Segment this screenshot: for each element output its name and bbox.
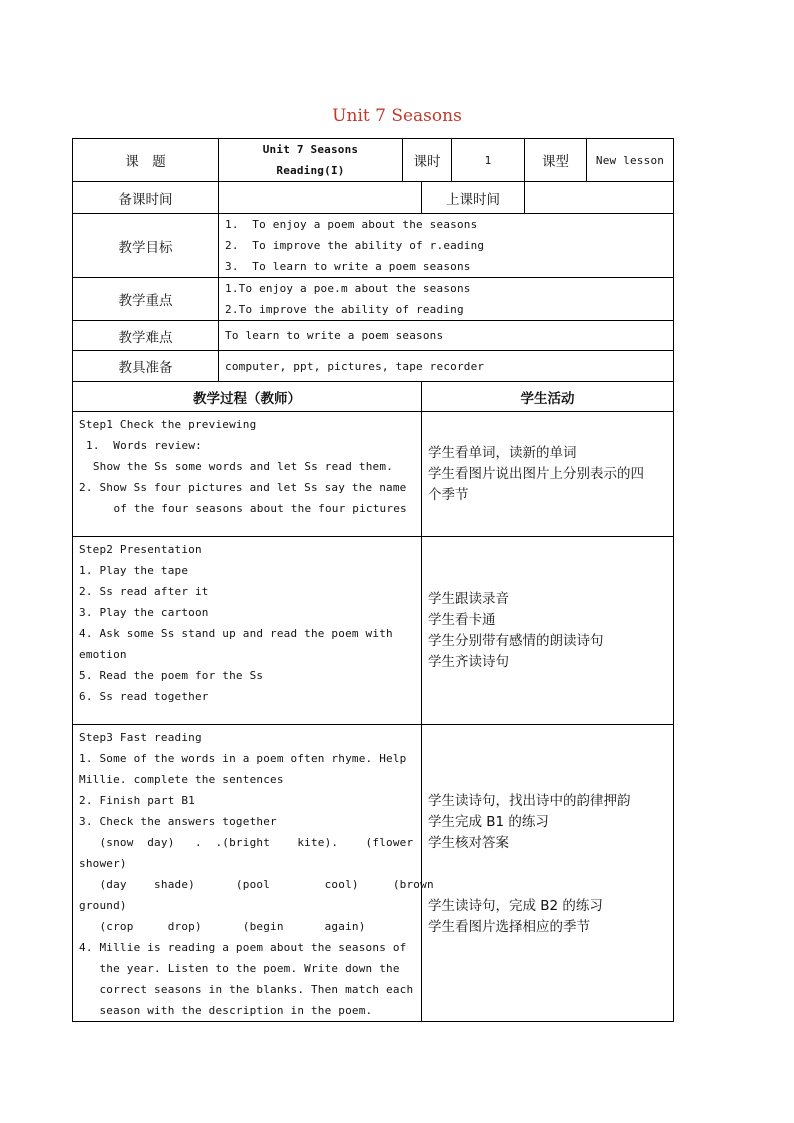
student-activity-line: 学生读诗句，完成 B2 的练习	[428, 897, 603, 914]
class-time-value	[525, 182, 674, 214]
step-line: 3. Play the cartoon	[79, 606, 209, 619]
key-point-item: 1.To enjoy a poe.m about the seasons	[225, 282, 471, 295]
goals-label: 教学目标	[73, 214, 219, 278]
step-line: shower)	[79, 857, 127, 870]
student-activity-line: 学生分别带有感情的朗读诗句	[428, 632, 604, 649]
teacher-process-header: 教学过程（教师）	[73, 382, 422, 412]
step-line: 4. Ask some Ss stand up and read the poem with	[79, 627, 393, 640]
step1-teacher	[73, 412, 422, 537]
step-line: 2. Ss read after it	[79, 585, 209, 598]
step-line: 2. Finish part B1	[79, 794, 195, 807]
tools-value: computer, ppt, pictures, tape recorder	[219, 351, 674, 382]
student-activity-line: 学生齐读诗句	[428, 653, 509, 670]
student-activity-line: 学生跟读录音	[428, 590, 509, 607]
lesson-plan-table	[72, 138, 674, 1022]
difficult-points-value: To learn to write a poem seasons	[219, 321, 674, 351]
student-activity-line: 学生核对答案	[428, 834, 509, 851]
step-line: 1. Play the tape	[79, 564, 189, 577]
type-label: 课型	[525, 139, 587, 182]
step-line: of the four seasons about the four pictures	[93, 502, 407, 515]
step2-student	[422, 537, 674, 725]
goal-item: 2. To improve the ability of r.eading	[225, 239, 485, 252]
student-activity-line: 学生看图片说出图片上分别表示的四	[428, 465, 644, 482]
step-line: 2. Show Ss four pictures and let Ss say the name	[79, 481, 407, 494]
page-title: Unit 7 Seasons	[332, 106, 462, 126]
type-value: New lesson	[587, 139, 674, 182]
class-time-label: 上课时间	[422, 182, 525, 214]
step-line: 5. Read the poem for the Ss	[79, 669, 264, 682]
step-line: correct seasons in the blanks. Then match each	[79, 983, 414, 996]
step-line: Show the Ss some words and let Ss read them.	[86, 460, 394, 473]
step2-teacher	[73, 537, 422, 725]
topic-value	[219, 139, 403, 182]
step-line: Step1 Check the previewing	[79, 418, 257, 431]
student-activity-line: 学生看单词，读新的单词	[428, 444, 577, 461]
difficult-points-label: 教学难点	[73, 321, 219, 351]
step-line: season with the description in the poem.	[79, 1004, 373, 1017]
prep-time-label: 备课时间	[73, 182, 219, 214]
student-activity-line: 学生完成 B1 的练习	[428, 813, 549, 830]
prep-time-value	[219, 182, 422, 214]
step-line: 6. Ss read together	[79, 690, 209, 703]
period-value: 1	[452, 139, 525, 182]
goal-item: 3. To learn to write a poem seasons	[225, 260, 471, 273]
student-activity-line: 学生读诗句，找出诗中的韵律押韵	[428, 792, 631, 809]
topic-label: 课 题	[73, 139, 219, 182]
step-line: (crop drop) (begin again)	[79, 920, 366, 933]
tools-label: 教具准备	[73, 351, 219, 382]
step-line: Millie. complete the sentences	[79, 773, 284, 786]
step-line: 3. Check the answers together	[79, 815, 277, 828]
key-points-label: 教学重点	[73, 278, 219, 321]
key-points-list	[219, 278, 674, 321]
step-line: Step2 Presentation	[79, 543, 202, 556]
step-line: 4. Millie is reading a poem about the seasons of	[79, 941, 407, 954]
step-line: (snow day) . .(bright kite). (flower	[79, 836, 414, 849]
student-activity-line: 学生看卡通	[428, 611, 496, 628]
period-label: 课时	[403, 139, 452, 182]
step-line: 1. Some of the words in a poem often rhyme. Help	[79, 752, 407, 765]
student-activity-line: 学生看图片选择相应的季节	[428, 918, 590, 935]
step-line: (day shade) (pool cool) (brown	[79, 878, 434, 891]
student-activity-line: 个季节	[428, 486, 469, 503]
step1-student	[422, 412, 674, 537]
goals-list	[219, 214, 674, 278]
student-activity-header: 学生活动	[422, 382, 674, 412]
step3-student	[422, 725, 674, 1022]
key-point-item: 2.To improve the ability of reading	[225, 303, 464, 316]
step-line: ground)	[79, 899, 127, 912]
topic-line-2: Reading(I)	[276, 164, 345, 177]
step-line: 1. Words review:	[86, 439, 202, 452]
step-line: Step3 Fast reading	[79, 731, 202, 744]
step3-teacher	[73, 725, 434, 1022]
topic-line-1: Unit 7 Seasons	[262, 143, 359, 156]
step-line: emotion	[79, 648, 127, 661]
step-line: the year. Listen to the poem. Write down the	[79, 962, 400, 975]
goal-item: 1. To enjoy a poem about the seasons	[225, 218, 478, 231]
